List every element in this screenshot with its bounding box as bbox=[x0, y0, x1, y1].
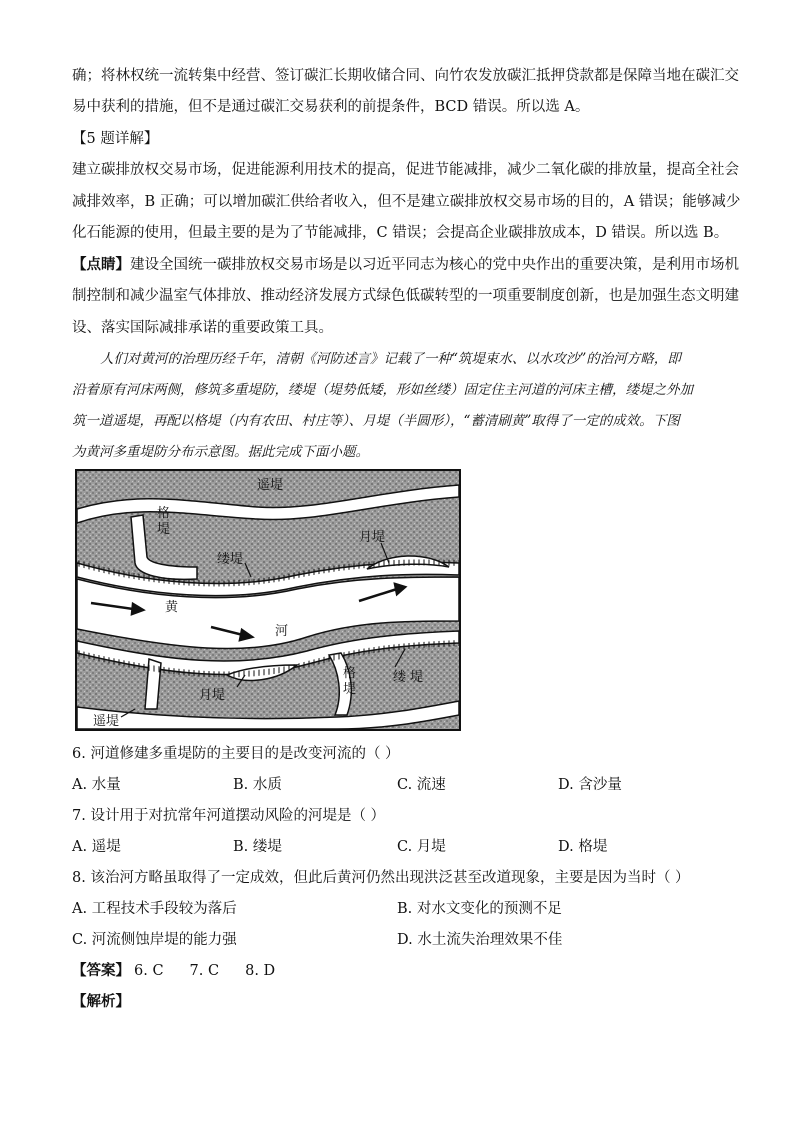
q5-header: 【5 题详解】 bbox=[72, 131, 159, 147]
label-geti-left: 格 bbox=[157, 506, 171, 521]
label-geti-right: 格 bbox=[343, 666, 357, 681]
q5-line: 化石能源的使用，但最主要的是为了节能减排，C 错误；会提高企业碳排放成本，D 错误。所以选 B。 bbox=[72, 225, 729, 241]
answer-8: 8. D bbox=[245, 963, 276, 979]
label-yaoti-top: 遥堤 bbox=[257, 478, 284, 493]
comment-line bbox=[72, 255, 739, 275]
q7-option-b[interactable]: B. 缕堤 bbox=[233, 839, 282, 855]
analysis-label: 【解析】 bbox=[72, 993, 130, 1010]
q6-option-a[interactable]: A. 水量 bbox=[72, 777, 121, 793]
label-yaoti-bottom: 遥堤 bbox=[93, 714, 120, 729]
levee-diagram bbox=[75, 469, 461, 731]
comment-line: 设、落实国际减排承诺的重要政策工具。 bbox=[72, 320, 333, 336]
levee-diagram-svg bbox=[77, 471, 459, 729]
label-yueti-bottom: 月堤 bbox=[199, 688, 226, 703]
q7-option-d[interactable]: D. 格堤 bbox=[558, 839, 608, 855]
label-louti-bottom: 缕 堤 bbox=[393, 670, 424, 685]
q8-option-a[interactable]: A. 工程技术手段较为落后 bbox=[72, 901, 237, 917]
q7-option-a[interactable]: A. 遥堤 bbox=[72, 839, 121, 855]
label-geti-left: 堤 bbox=[157, 522, 171, 537]
q6-option-d[interactable]: D. 含沙量 bbox=[558, 777, 622, 793]
q8-option-d[interactable]: D. 水土流失治理效果不佳 bbox=[397, 932, 563, 948]
label-yueti-top: 月堤 bbox=[359, 530, 386, 545]
label-louti-top: 缕堤 bbox=[217, 552, 244, 567]
intro-line: 沿着原有河床两侧，修筑多重堤防，缕堤（堤势低矮，形如丝缕）固定住主河道的河床主槽，缕堤之外加 bbox=[72, 382, 693, 398]
q6-option-c[interactable]: C. 流速 bbox=[397, 777, 446, 793]
label-river-he: 河 bbox=[275, 624, 289, 639]
label-river-huang: 黄 bbox=[165, 600, 179, 615]
comment-text: 建设全国统一碳排放权交易市场是以习近平同志为核心的党中央作出的重要决策，是利用市场机 bbox=[130, 257, 739, 273]
intro-line: 筑一道遥堤，再配以格堤（内有农田、村庄等）、月堤（半圆形），“蓄清刷黄”取得了一定的成效。下图 bbox=[72, 413, 680, 429]
q6-stem: 6. 河道修建多重堤防的主要目的是改变河流的（ ） bbox=[72, 746, 400, 762]
answer-7: 7. C bbox=[189, 963, 220, 979]
comment-line: 制控制和减少温室气体排放、推动经济发展方式绿色低碳转型的一项重要制度创新，也是加强生态文明建 bbox=[72, 288, 739, 304]
q5-line: 减排效率，B 正确；可以增加碳汇供给者收入，但不是建立碳排放权交易市场的目的，A 错误；能够减少 bbox=[72, 194, 741, 210]
answer-6: 6. C bbox=[134, 963, 164, 979]
q7-stem: 7. 设计用于对抗常年河道摆动风险的河堤是（ ） bbox=[72, 808, 386, 824]
intro-line: 为黄河多重堤防分布示意图。据此完成下面小题。 bbox=[72, 444, 369, 460]
comment-label: 【点睛】 bbox=[72, 256, 130, 273]
q8-option-b[interactable]: B. 对水文变化的预测不足 bbox=[397, 901, 562, 917]
paragraph-line: 易中获利的措施，但不是通过碳汇交易获利的前提条件，BCD 错误。所以选 A。 bbox=[72, 99, 590, 115]
q5-line: 建立碳排放权交易市场，促进能源利用技术的提高，促进节能减排，减少二氧化碳的排放量，提高全社会 bbox=[72, 162, 739, 178]
intro-line: 人们对黄河的治理历经千年，清朝《河防述言》记载了一种“筑堤束水、以水攻沙”的治河方略，即 bbox=[100, 351, 681, 367]
q8-option-c[interactable]: C. 河流侧蚀岸堤的能力强 bbox=[72, 932, 237, 948]
answer-label: 【答案】 bbox=[72, 962, 130, 979]
label-geti-right: 堤 bbox=[343, 682, 357, 697]
q8-stem: 8. 该治河方略虽取得了一定成效，但此后黄河仍然出现洪泛甚至改道现象，主要是因为当时（ ） bbox=[72, 870, 690, 886]
paragraph-line: 确；将林权统一流转集中经营、签订碳汇长期收储合同、向竹农发放碳汇抵押贷款都是保障当地在碳汇交 bbox=[72, 68, 739, 84]
answer-line bbox=[72, 961, 301, 981]
q6-option-b[interactable]: B. 水质 bbox=[233, 777, 282, 793]
q7-option-c[interactable]: C. 月堤 bbox=[397, 839, 446, 855]
